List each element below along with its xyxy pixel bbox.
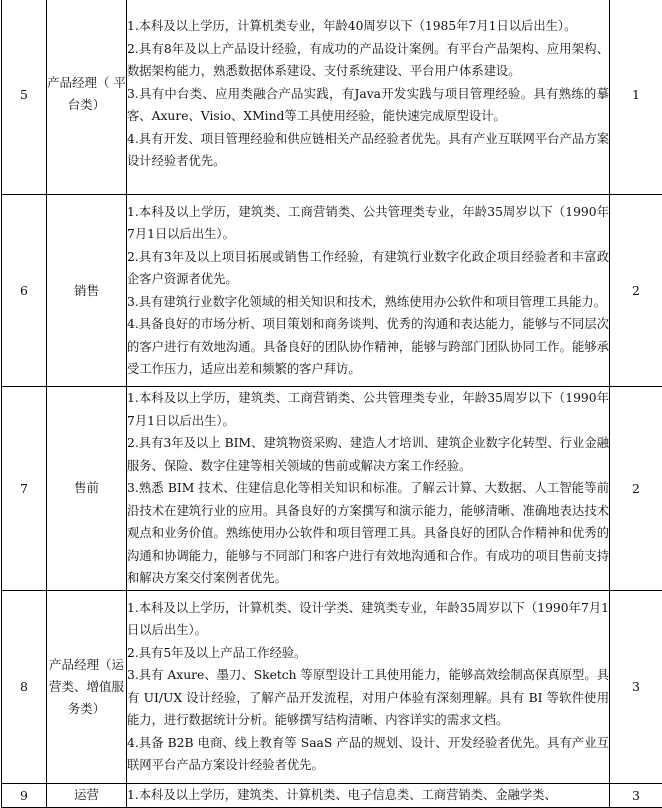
position-title: 产品经理（ 平 台类）	[47, 0, 127, 195]
requirement-item: 3.具有 Axure、墨刀、Sketch 等原型设计工具使用能力，能够高效绘制高保真原型。具有 UI/UX 设计经验，了解产品开发流程，对用户体验有深刻理解。具有 BI 等软件使用能力，进行数据统计分析。能够撰写结构清晰、内容详实的需求文档。	[127, 664, 609, 732]
position-title: 产品经理（运营类、增值服务类）	[47, 590, 127, 783]
requirement-item: 3.具有建筑行业数字化领域的相关知识和技术，熟练使用办公软件和项目管理工具能力。	[127, 291, 609, 314]
requirements-cell	[127, 387, 610, 591]
table-row	[2, 195, 662, 387]
headcount: 1	[610, 0, 662, 195]
row-number: 9	[2, 783, 47, 807]
requirement-item: 1.本科及以上学历，建筑类、计算机类、电子信息类、工商营销类、金融学类、	[127, 784, 609, 807]
requirement-item: 2.具有5年及以上产品工作经验。	[127, 642, 609, 665]
requirement-item: 3.具有中台类、应用类融合产品实践，有Java开发实践与项目管理经验。具有熟练的摹客、Axure、Visio、XMind等工具使用经验，能快速完成原型设计。	[127, 83, 609, 128]
row-number: 7	[2, 387, 47, 591]
requirement-item: 2.具有3年及以上项目拓展或销售工作经验，有建筑行业数字化政企项目经验者和丰富政企客户资源者优先。	[127, 246, 609, 291]
job-requirements-table	[1, 0, 662, 808]
headcount: 2	[610, 387, 662, 591]
row-number: 5	[2, 0, 47, 195]
requirement-item: 4.具有开发、项目管理经验和供应链相关产品经验者优先。具有产业互联网平台产品方案设计经验者优先。	[127, 128, 609, 173]
requirement-item: 2.具有3年及以上 BIM、建筑物资采购、建造人才培训、建筑企业数字化转型、行业金融服务、保险、数字住建等相关领域的售前或解决方案工作经验。	[127, 432, 609, 477]
requirement-item: 2.具有8年及以上产品设计经验，有成功的产品设计案例。有平台产品架构、应用架构、数据架构能力，熟悉数据体系建设、支付系统建设、平台用户体系建设。	[127, 38, 609, 83]
requirements-cell	[127, 195, 610, 387]
requirements-cell	[127, 0, 610, 195]
requirement-item: 1.本科及以上学历，计算机类专业，年龄40周岁以下（1985年7月1日以后出生）。	[127, 15, 609, 38]
requirement-item: 3.熟悉 BIM 技术、住建信息化等相关知识和标准。了解云计算、大数据、人工智能等前沿技术在建筑行业的应用。具备良好的方案撰写和演示能力，能够清晰、准确地表达技术观点和业务价值。熟练使用办公软件和项目管理工具。具备良好的团队合作精神和优秀的沟通和协调能力，能够与不同部门和客户进行有效地沟通和合作。有成功的项目售前支持和解决方案交付案例者优先。	[127, 477, 609, 590]
row-number: 6	[2, 195, 47, 387]
table-row	[2, 783, 662, 807]
requirements-cell	[127, 590, 610, 783]
position-title: 销售	[47, 195, 127, 387]
headcount: 3	[610, 783, 662, 807]
position-title: 运营	[47, 783, 127, 807]
requirement-item: 4.具备良好的市场分析、项目策划和商务谈判、优秀的沟通和表达能力，能够与不同层次的客户进行有效地沟通。具备良好的团队协作精神，能够与跨部门团队协同工作。能够承受工作压力，适应出差和频繁的客户拜访。	[127, 313, 609, 381]
requirement-item: 1.本科及以上学历，建筑类、工商营销类、公共管理类专业，年龄35周岁以下（1990年7月1日以后出生）。	[127, 387, 609, 432]
requirements-cell	[127, 783, 610, 807]
headcount: 2	[610, 195, 662, 387]
requirement-item: 4.具备 B2B 电商、线上教育等 SaaS 产品的规划、设计、开发经验者优先。具有产业互联网平台产品方案设计经验者优先。	[127, 732, 609, 777]
requirement-item: 1.本科及以上学历，计算机类、设计学类、建筑类专业，年龄35周岁以下（1990年7月1日以后出生）。	[127, 597, 609, 642]
row-number: 8	[2, 590, 47, 783]
table-row	[2, 0, 662, 195]
table-row	[2, 387, 662, 591]
table-row	[2, 590, 662, 783]
headcount: 3	[610, 590, 662, 783]
position-title: 售前	[47, 387, 127, 591]
requirement-item: 1.本科及以上学历，建筑类、工商营销类、公共管理类专业，年龄35周岁以下（1990年7月1日以后出生）。	[127, 201, 609, 246]
